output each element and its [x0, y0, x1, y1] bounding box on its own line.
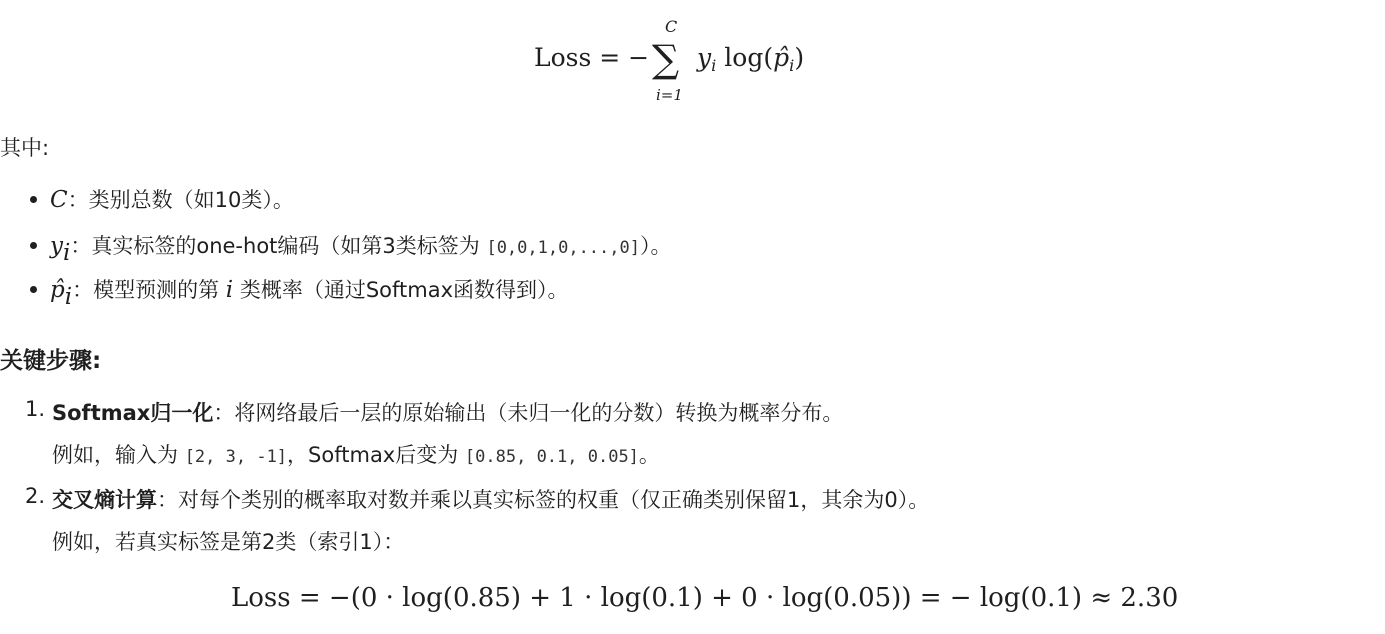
sum-lower-limit: i=1 — [656, 86, 683, 104]
bullet-icon — [30, 196, 37, 203]
step-number: 2. — [25, 484, 46, 508]
step-number: 1. — [25, 397, 46, 421]
intro-text: 其中: — [0, 136, 50, 160]
list-item: $y_i$：真实标签的one-hot编码（如第3类标签为 [0,0,1,0,...,0]）。 — [30, 230, 671, 266]
loss-example-formula: Loss = −(0 · log(0.85) + 1 · log(0.1) + 0 · log(0.05)) = − log(0.1) ≈ 2.30 — [231, 583, 1179, 613]
inline-code: [2, 3, -1] — [184, 447, 288, 467]
sum-upper-limit: C — [665, 17, 678, 36]
loss-formula — [0, 12, 1385, 108]
sum-symbol: ∑ — [652, 37, 680, 81]
list-item: $p̂_i$：模型预测的第 i 类概率（通过Softmax函数得到）。 — [30, 274, 569, 310]
step-1-text: Softmax归一化：将网络最后一层的原始输出（未归一化的分数）转换为概率分布。 — [52, 401, 844, 425]
inline-code: [0.85, 0.1, 0.05] — [464, 447, 639, 467]
step-2-example: 例如，若真实标签是第2类（索引1）： — [52, 530, 405, 554]
list-item: C：类别总数（如10类）。 — [30, 184, 294, 214]
step-1-example: 例如，输入为 [2, 3, -1]，Softmax后变为 [0.85, 0.1, 0.05]。 — [52, 443, 660, 467]
step-2-text: 交叉熵计算：对每个类别的概率取对数并乘以真实标签的权重（仅正确类别保留1，其余为0）。 — [52, 488, 930, 512]
formula-lhs: Loss = − — [534, 43, 650, 72]
section-heading: 关键步骤: — [0, 348, 102, 374]
inline-code: [0,0,1,0,...,0] — [486, 238, 640, 258]
bullet-icon — [30, 242, 37, 249]
bullet-icon — [30, 286, 37, 293]
formula-summand: $y_i$ $\log(p̂_i)$ — [697, 43, 805, 75]
